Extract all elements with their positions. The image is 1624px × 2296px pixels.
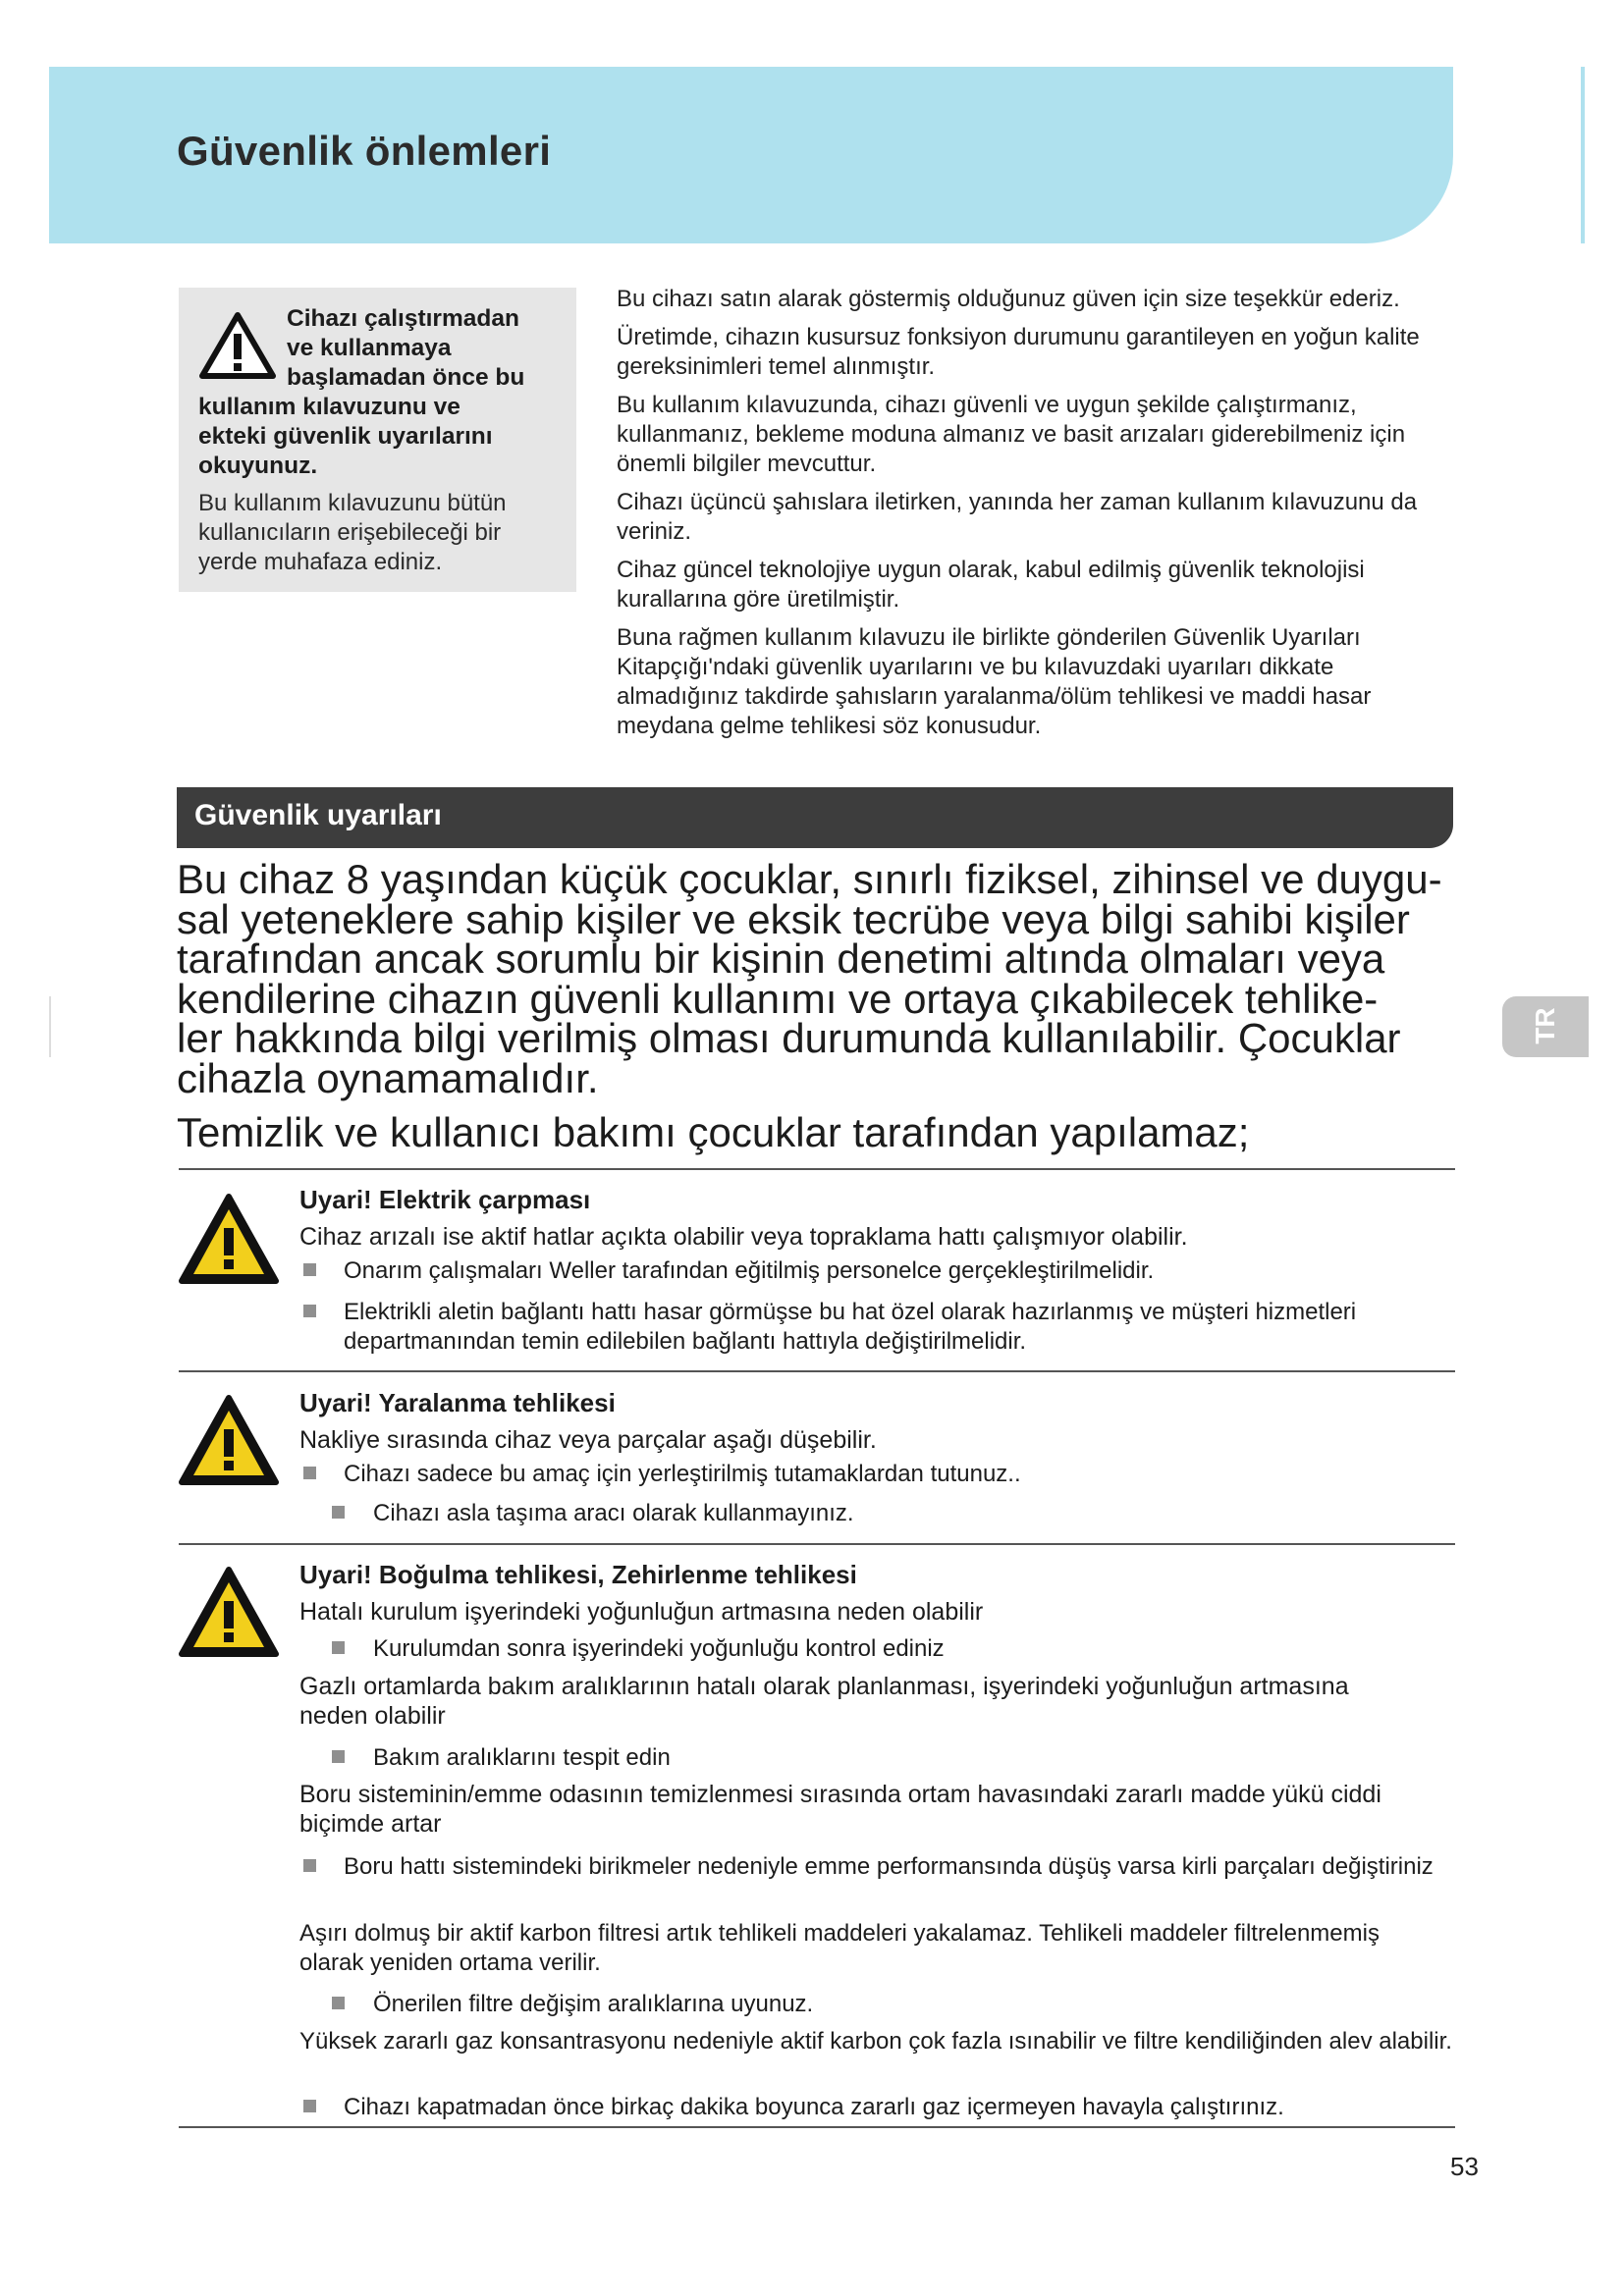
divider-rule [179, 1370, 1455, 1372]
big-warning-line: tarafından ancak sorumlu bir kişinin denetimi altında olmaları veya [177, 935, 1385, 982]
divider-rule [179, 1168, 1455, 1170]
big-warning-line: cihazla oynamamalıdır. [177, 1054, 599, 1101]
warning-text: Gazlı ortamlarda bakım aralıklarının hatalı olarak planlanması, işyerindeki yoğunluğun artmasına neden olabilir [299, 1673, 1349, 1730]
intro-paragraph: Cihaz güncel teknolojiye uygun olarak, kabul edilmiş güvenlik teknolojisi kurallarına göre üretilmiştir. [617, 557, 1365, 613]
bullet-square [303, 2100, 316, 2112]
notice-normal-line: kullanıcıların erişebileceği bir [198, 519, 502, 546]
notice-normal-text [198, 489, 571, 577]
big-warning-line: ler hakkında bilgi verilmiş olması durumunda kullanılabilir. Çocuklar [177, 1015, 1401, 1061]
intro-paragraph: Buna rağmen kullanım kılavuzu ile birlikte gönderilen Güvenlik Uyarıları Kitapçığı'ndaki güvenlik uyarılarını ve bu kılavuzdaki uyarıları dikkate almadığınız takdirde şahısların yaralanma/ölüm tehlikesi ve maddi hasar meydana gelme tehlikesi söz konusudur. [617, 624, 1372, 739]
intro-paragraph: Bu cihazı satın alarak göstermiş olduğunuz güven için size teşekkür ederiz. [617, 286, 1400, 312]
warning-title: Uyari! Elektrik çarpması [299, 1185, 591, 1214]
cleaning-warning-line: Temizlik ve kullanıcı bakımı çocuklar tarafından yapılamaz; [177, 1109, 1250, 1155]
big-warning-line: Bu cihaz 8 yaşından küçük çocuklar, sınırlı fiziksel, zihinsel ve duygu- [177, 856, 1442, 902]
bullet-text: Önerilen filtre değişim aralıklarına uyunuz. [373, 1991, 814, 2017]
bullet-text: Cihazı sadece bu amaç için yerleştirilmiş tutamaklardan tutunuz.. [344, 1461, 1021, 1487]
bullet-text: Boru hattı sistemindeki birikmeler nedeniyle emme performansında düşüş varsa kirli parçaları değiştiriniz [344, 1853, 1434, 1880]
warning-text: Nakliye sırasında cihaz veya parçalar aşağı düşebilir. [299, 1426, 877, 1454]
language-tab-label: TR [1530, 1007, 1560, 1044]
warning-text: Yüksek zararlı gaz konsantrasyonu nedeniyle aktif karbon çok fazla ısınabilir ve filtre kendiliğinden alev alabilir. [299, 2028, 1452, 2055]
notice-bold-line: okuyunuz. [198, 453, 318, 479]
language-tab [1502, 996, 1589, 1057]
bullet-square [332, 1750, 345, 1763]
bullet-square [303, 1263, 316, 1276]
intro-paragraph: Cihazı üçüncü şahıslara iletirken, yanında her zaman kullanım kılavuzunu da veriniz. [617, 489, 1418, 545]
header-edge-rule [1581, 67, 1585, 243]
bullet-square [303, 1305, 316, 1317]
intro-paragraph: Üretimde, cihazın kusursuz fonksiyon durumunu garantileyen en yoğun kalite gereksinimleri temel alınmıştır. [617, 324, 1420, 380]
bullet-text: Bakım aralıklarını tespit edin [373, 1744, 671, 1771]
notice-bold-line: Cihazı çalıştırmadan [287, 305, 519, 332]
warning-text: Cihaz arızalı ise aktif hatlar açıkta olabilir veya topraklama hattı çalışmıyor olabilir. [299, 1223, 1188, 1251]
divider-rule [179, 2126, 1455, 2128]
warning-triangle-icon [178, 1566, 280, 1658]
notice-normal-line: yerde muhafaza ediniz. [198, 549, 443, 575]
page-edge-mark [49, 996, 51, 1057]
warning-triangle-icon [178, 1394, 280, 1486]
bullet-square [332, 1506, 345, 1519]
divider-rule [179, 1543, 1455, 1545]
notice-normal-line: Bu kullanım kılavuzunu bütün [198, 490, 507, 516]
bullet-text: Cihazı asla taşıma aracı olarak kullanmayınız. [373, 1500, 854, 1526]
bullet-square [303, 1467, 316, 1479]
notice-bold-line: ve kullanmaya [287, 335, 452, 361]
big-warning-line: kendilerine cihazın güvenli kullanımı ve ortaya çıkabilecek tehlike- [177, 975, 1379, 1022]
warning-text: Boru sisteminin/emme odasının temizlenmesi sırasında ortam havasındaki zararlı madde yükü ciddi biçimde artar [299, 1781, 1381, 1838]
warning-text: Hatalı kurulum işyerindeki yoğunluğun artmasına neden olabilir [299, 1598, 984, 1626]
bullet-text: Onarım çalışmaları Weller tarafından eğitilmiş personelce gerçekleştirilmelidir. [344, 1257, 1155, 1284]
section-title: Güvenlik uyarıları [194, 799, 442, 831]
bullet-square [332, 1997, 345, 2009]
page-number: 53 [1450, 2152, 1479, 2181]
warning-title: Uyari! Boğulma tehlikesi, Zehirlenme tehlikesi [299, 1560, 857, 1589]
notice-bold-text [198, 304, 564, 481]
intro-paragraph: Bu kullanım kılavuzunda, cihazı güvenli ve uygun şekilde çalıştırmanız, kullanmanız, bekleme moduna almanız ve basit arızaları giderebilmeniz için önemli bilgiler mevcuttur. [617, 392, 1406, 477]
warning-triangle-icon [178, 1193, 280, 1285]
child-safety-warning [177, 856, 1463, 1101]
notice-bold-line: ekteki güvenlik uyarılarını [198, 423, 493, 450]
bullet-square [332, 1641, 345, 1654]
bullet-square [303, 1859, 316, 1872]
notice-bold-line: kullanım kılavuzunu ve [198, 394, 460, 420]
page-title: Güvenlik önlemleri [177, 128, 552, 174]
bullet-text: Kurulumdan sonra işyerindeki yoğunluğu kontrol ediniz [373, 1635, 945, 1662]
bullet-text: Cihazı kapatmadan önce birkaç dakika boyunca zararlı gaz içermeyen havayla çalıştırınız. [344, 2094, 1284, 2120]
big-warning-line: sal yeteneklere sahip kişiler ve eksik tecrübe veya bilgi sahibi kişiler [177, 895, 1410, 942]
notice-bold-line: başlamadan önce bu [287, 364, 525, 391]
bullet-text: Elektrikli aletin bağlantı hattı hasar görmüşse bu hat özel olarak hazırlanmış ve müşteri hizmetleri departmanından temin edilebilen bağlantı hattıyla değiştirilmelidir. [344, 1299, 1357, 1355]
intro-text [617, 285, 1461, 750]
warning-text: Aşırı dolmuş bir aktif karbon filtresi artık tehlikeli maddeleri yakalamaz. Tehlikeli maddeler filtrelenmemiş olarak yeniden ortama verilir. [299, 1920, 1380, 1976]
warning-title: Uyari! Yaralanma tehlikesi [299, 1388, 616, 1417]
